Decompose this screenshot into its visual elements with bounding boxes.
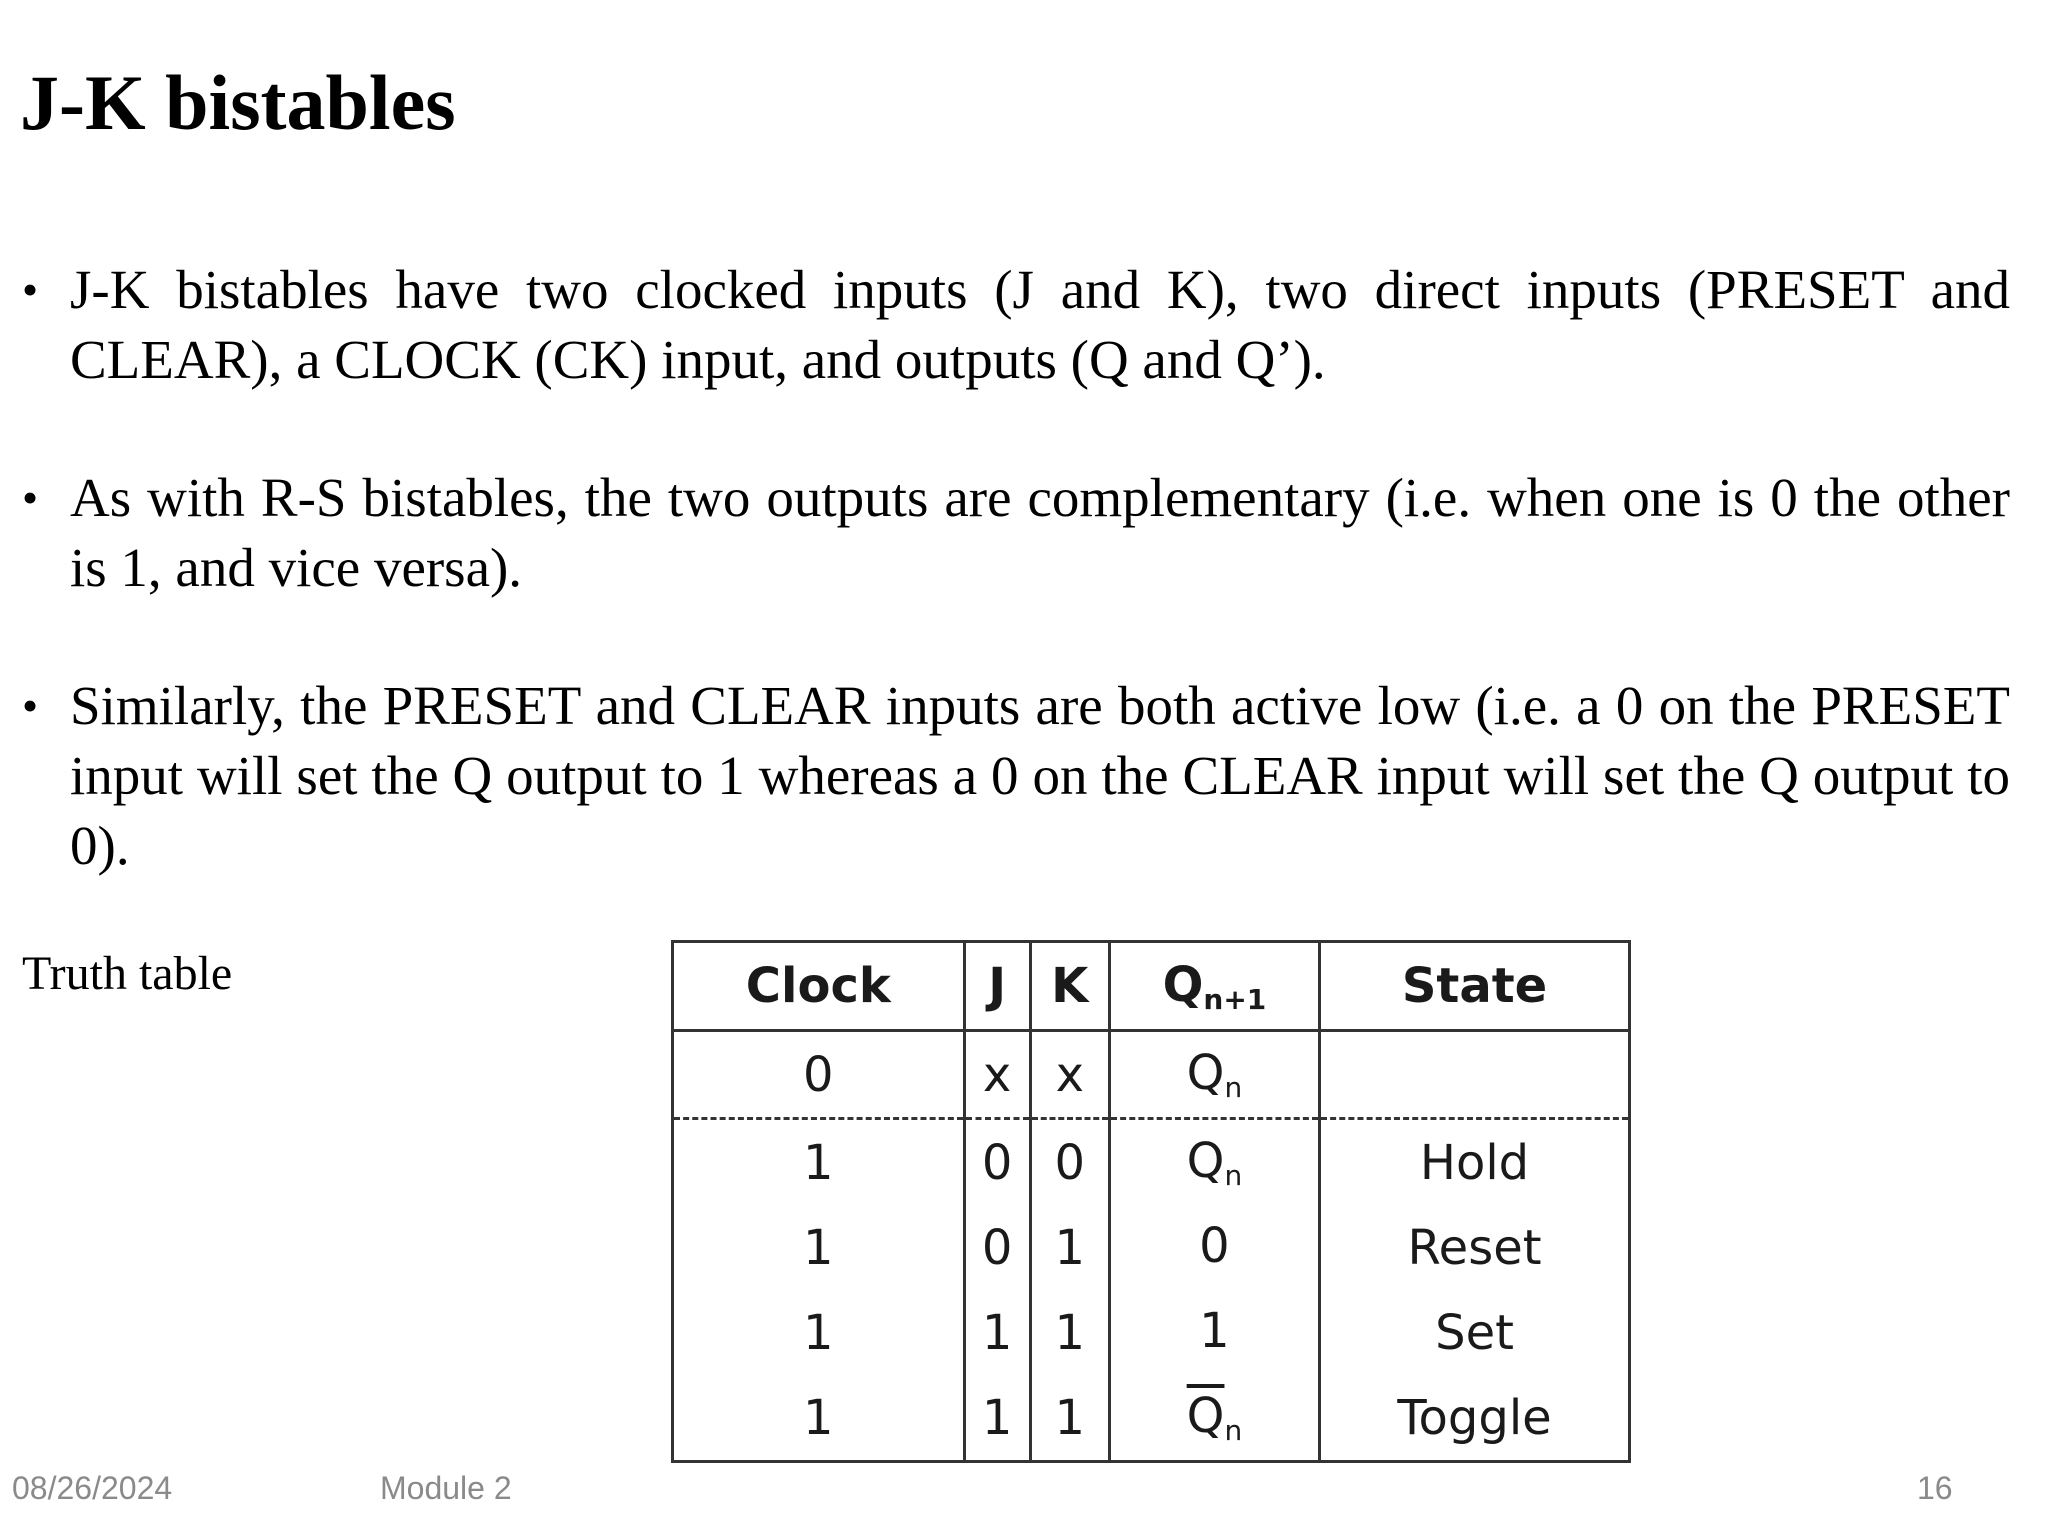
header-state: State: [1320, 942, 1630, 1031]
cell-k: 1: [1030, 1290, 1109, 1375]
cell-next-state: [1109, 1290, 1319, 1375]
bullet-text: J-K bistables have two clocked inputs (J and K), two direct inputs (PRESET and CLEAR), a CLOCK (CK) input, and outputs (Q and Q’).: [70, 259, 2010, 390]
cell-next-state: [1109, 1205, 1319, 1290]
cell-q-subscript: n: [1224, 1071, 1243, 1104]
cell-j: 0: [964, 1119, 1030, 1206]
table-row: [673, 1375, 1630, 1462]
cell-next-state: [1109, 1375, 1319, 1462]
table-row: [673, 1290, 1630, 1375]
cell-k: 0: [1030, 1119, 1109, 1206]
cell-clock: 1: [673, 1119, 965, 1206]
cell-q-base: 0: [1199, 1218, 1230, 1274]
bullet-text: Similarly, the PRESET and CLEAR inputs are both active low (i.e. a 0 on the PRESET input will set the Q output to 1 whereas a 0 on the CLEAR input will set the Q output to 0).: [70, 675, 2010, 876]
cell-j: x: [964, 1031, 1030, 1119]
cell-q-base: 1: [1199, 1303, 1230, 1359]
bullet-marker: •: [22, 264, 39, 315]
footer-module: Module 2: [380, 1470, 512, 1506]
table-row: [673, 1205, 1630, 1290]
bullet-item: [20, 463, 2010, 603]
header-q-base: Q: [1162, 956, 1204, 1013]
cell-q-base-complement: $\overline{Q}$: [1186, 1388, 1225, 1444]
footer-page-number: 16: [1917, 1470, 1953, 1506]
footer-date: 08/26/2024: [12, 1470, 173, 1506]
cell-clock: 1: [673, 1205, 965, 1290]
cell-state: Toggle: [1320, 1375, 1630, 1462]
cell-j: 1: [964, 1375, 1030, 1462]
truth-table-label: Truth table: [22, 947, 233, 1000]
table-header-row: [673, 942, 1630, 1031]
cell-k: 1: [1030, 1205, 1109, 1290]
cell-q-base: Q: [1186, 1045, 1225, 1101]
table-row: [673, 1119, 1630, 1206]
header-next-state: [1109, 942, 1319, 1031]
cell-q-base: Q: [1186, 1133, 1225, 1189]
truth-table: [671, 940, 1631, 1463]
cell-state: Reset: [1320, 1205, 1630, 1290]
bullet-marker: •: [22, 680, 39, 731]
bullet-item: [20, 255, 2010, 395]
header-j: J: [964, 942, 1030, 1031]
cell-state: [1320, 1031, 1630, 1119]
cell-k: x: [1030, 1031, 1109, 1119]
cell-k: 1: [1030, 1375, 1109, 1462]
bullet-list: [20, 255, 2010, 949]
cell-clock: 0: [673, 1031, 965, 1119]
header-k: K: [1030, 942, 1109, 1031]
header-q-subscript: n+1: [1203, 982, 1267, 1016]
cell-next-state: [1109, 1031, 1319, 1119]
cell-j: 0: [964, 1205, 1030, 1290]
cell-q-subscript: n: [1224, 1414, 1243, 1447]
cell-state: Set: [1320, 1290, 1630, 1375]
cell-next-state: [1109, 1119, 1319, 1206]
cell-j: 1: [964, 1290, 1030, 1375]
cell-clock: 1: [673, 1290, 965, 1375]
slide-title: J-K bistables: [20, 59, 456, 146]
bullet-item: [20, 671, 2010, 881]
bullet-text: As with R-S bistables, the two outputs are complementary (i.e. when one is 0 the other is 1, and vice versa).: [70, 467, 2010, 598]
cell-q-subscript: n: [1224, 1159, 1243, 1192]
cell-state: Hold: [1320, 1119, 1630, 1206]
table-row: [673, 1031, 1630, 1119]
header-clock: Clock: [673, 942, 965, 1031]
cell-clock: 1: [673, 1375, 965, 1462]
bullet-marker: •: [22, 472, 39, 523]
